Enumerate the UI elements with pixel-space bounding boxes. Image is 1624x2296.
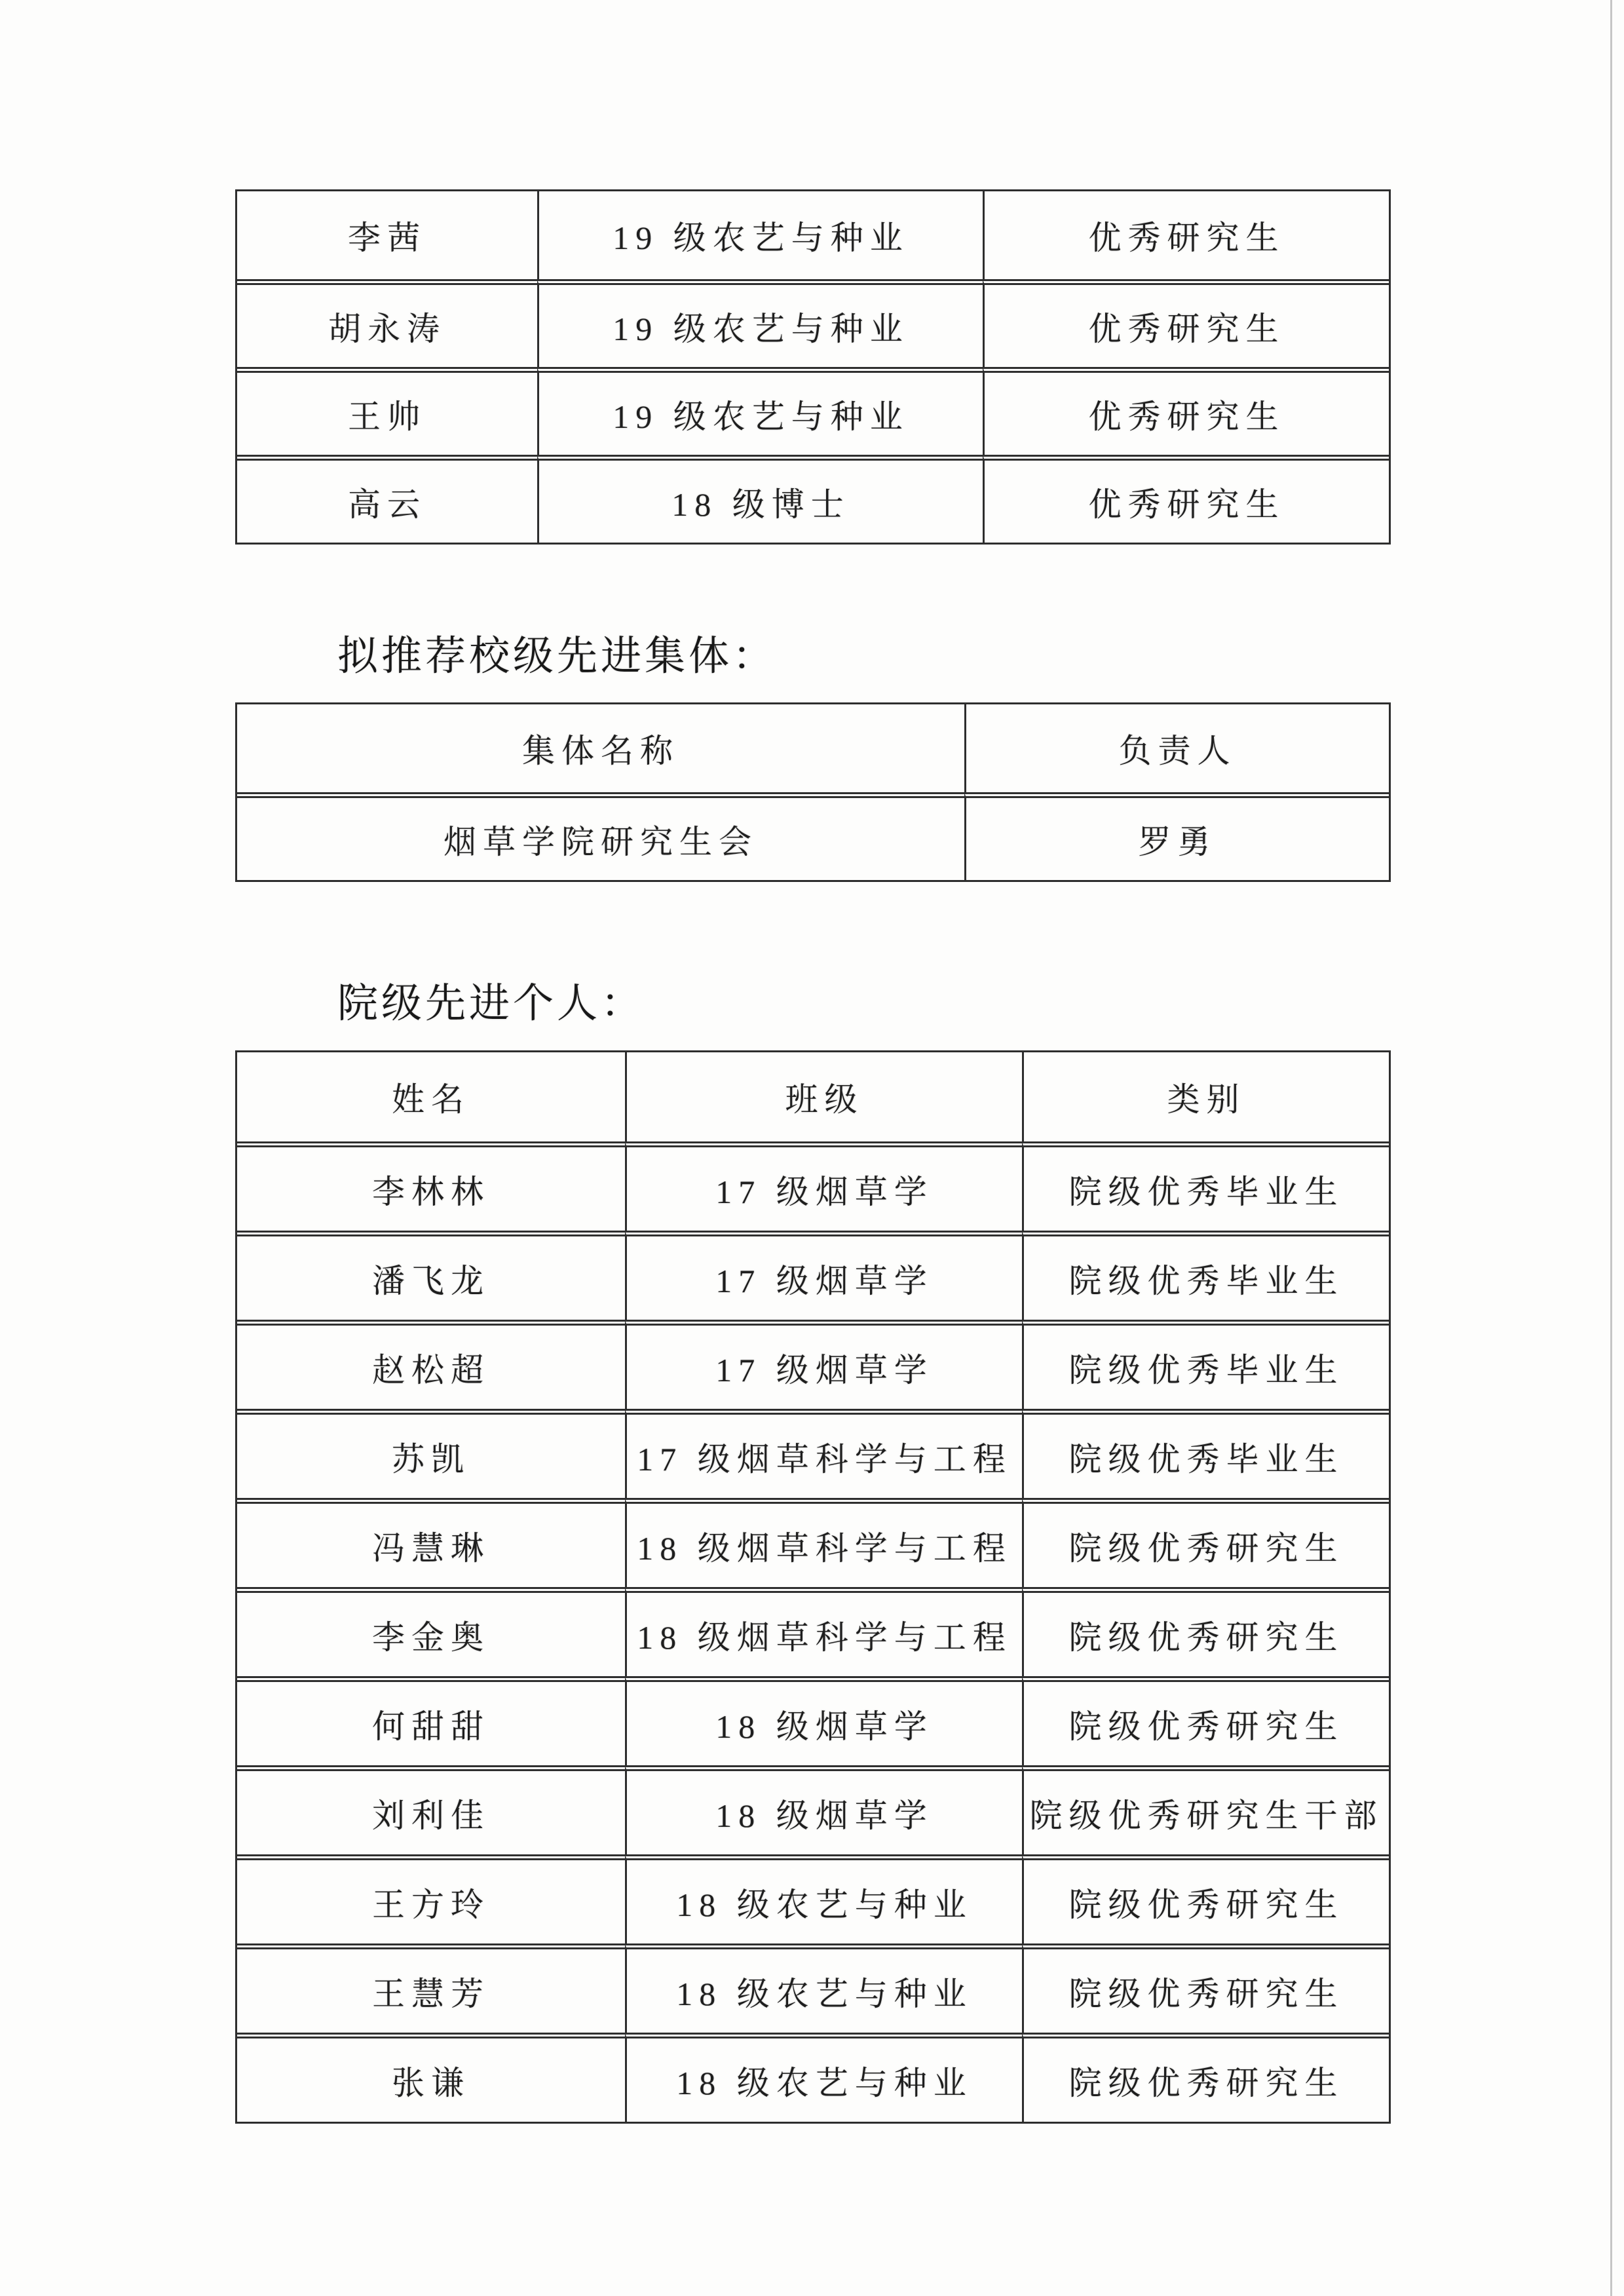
column-header-cell: 班级 bbox=[625, 1052, 1022, 1141]
table-cell: 院级优秀研究生 bbox=[1022, 1498, 1389, 1587]
table-cell: 18 级博士 bbox=[537, 455, 983, 543]
table-cell: 18 级农艺与种业 bbox=[625, 1943, 1022, 2033]
table-cell: 17 级烟草科学与工程 bbox=[625, 1409, 1022, 1498]
table-cell: 19 级农艺与种业 bbox=[537, 367, 983, 455]
table-cell: 王帅 bbox=[237, 367, 537, 455]
table-cell: 院级优秀研究生 bbox=[1022, 2033, 1389, 2122]
table-cell: 赵松超 bbox=[237, 1320, 625, 1409]
table-cell: 李金奥 bbox=[237, 1587, 625, 1676]
table-cell: 王慧芳 bbox=[237, 1943, 625, 2033]
table-cell: 17 级烟草学 bbox=[625, 1141, 1022, 1231]
individual-section-heading: 院级先进个人： bbox=[337, 982, 645, 1026]
table-cell: 院级优秀研究生 bbox=[1022, 1587, 1389, 1676]
column-header-cell: 集体名称 bbox=[522, 733, 679, 769]
column-header-cell: 姓名 bbox=[392, 1081, 470, 1118]
table-cell: 院级优秀毕业生 bbox=[1022, 1231, 1389, 1320]
column-header-cell: 负责人 bbox=[964, 704, 1389, 792]
table-cell: 刘利佳 bbox=[237, 1765, 625, 1854]
table-cell: 19 级农艺与种业 bbox=[537, 191, 983, 279]
table-cell: 李林林 bbox=[237, 1141, 625, 1231]
table-cell: 烟草学院研究生会 bbox=[237, 792, 964, 880]
table-cell: 胡永涛 bbox=[237, 279, 537, 367]
table-cell: 18 级烟草科学与工程 bbox=[625, 1587, 1022, 1676]
table-cell: 王方玲 bbox=[237, 1854, 625, 1943]
table-cell: 冯慧琳 bbox=[237, 1498, 625, 1587]
table-cell: 张谦 bbox=[237, 2033, 625, 2122]
table-cell: 罗勇 bbox=[964, 792, 1389, 880]
recommended-collectives-table bbox=[235, 702, 1391, 882]
table-cell: 院级优秀研究生干部 bbox=[1022, 1765, 1389, 1854]
table-cell: 院级优秀毕业生 bbox=[1022, 1409, 1389, 1498]
column-header-cell: 类别 bbox=[1022, 1052, 1389, 1141]
table-cell: 18 级农艺与种业 bbox=[625, 2033, 1022, 2122]
college-advanced-individuals-table bbox=[235, 1050, 1391, 2124]
table-cell: 优秀研究生 bbox=[983, 191, 1389, 279]
table-cell: 潘飞龙 bbox=[237, 1231, 625, 1320]
table-cell: 高云 bbox=[237, 455, 537, 543]
table-cell: 18 级农艺与种业 bbox=[625, 1854, 1022, 1943]
table-cell: 何甜甜 bbox=[237, 1676, 625, 1765]
table-cell: 院级优秀研究生 bbox=[1022, 1676, 1389, 1765]
table-cell: 17 级烟草学 bbox=[625, 1320, 1022, 1409]
table-cell: 18 级烟草科学与工程 bbox=[625, 1498, 1022, 1587]
table-cell: 李茜 bbox=[348, 220, 426, 256]
table-cell: 院级优秀毕业生 bbox=[1022, 1320, 1389, 1409]
table-cell: 院级优秀研究生 bbox=[1022, 1854, 1389, 1943]
table-cell: 院级优秀研究生 bbox=[1022, 1943, 1389, 2033]
table-cell: 优秀研究生 bbox=[983, 279, 1389, 367]
scan-edge-artifact bbox=[1610, 0, 1612, 2296]
table-cell: 优秀研究生 bbox=[983, 367, 1389, 455]
table-cell: 院级优秀毕业生 bbox=[1022, 1141, 1389, 1231]
table-cell: 苏凯 bbox=[237, 1409, 625, 1498]
table-cell: 17 级烟草学 bbox=[625, 1231, 1022, 1320]
table-cell: 19 级农艺与种业 bbox=[537, 279, 983, 367]
table-cell: 18 级烟草学 bbox=[625, 1676, 1022, 1765]
table-cell: 优秀研究生 bbox=[983, 455, 1389, 543]
collective-section-heading: 拟推荐校级先进集体： bbox=[337, 634, 777, 679]
university-advanced-individuals-table bbox=[235, 189, 1391, 545]
table-cell: 18 级烟草学 bbox=[625, 1765, 1022, 1854]
